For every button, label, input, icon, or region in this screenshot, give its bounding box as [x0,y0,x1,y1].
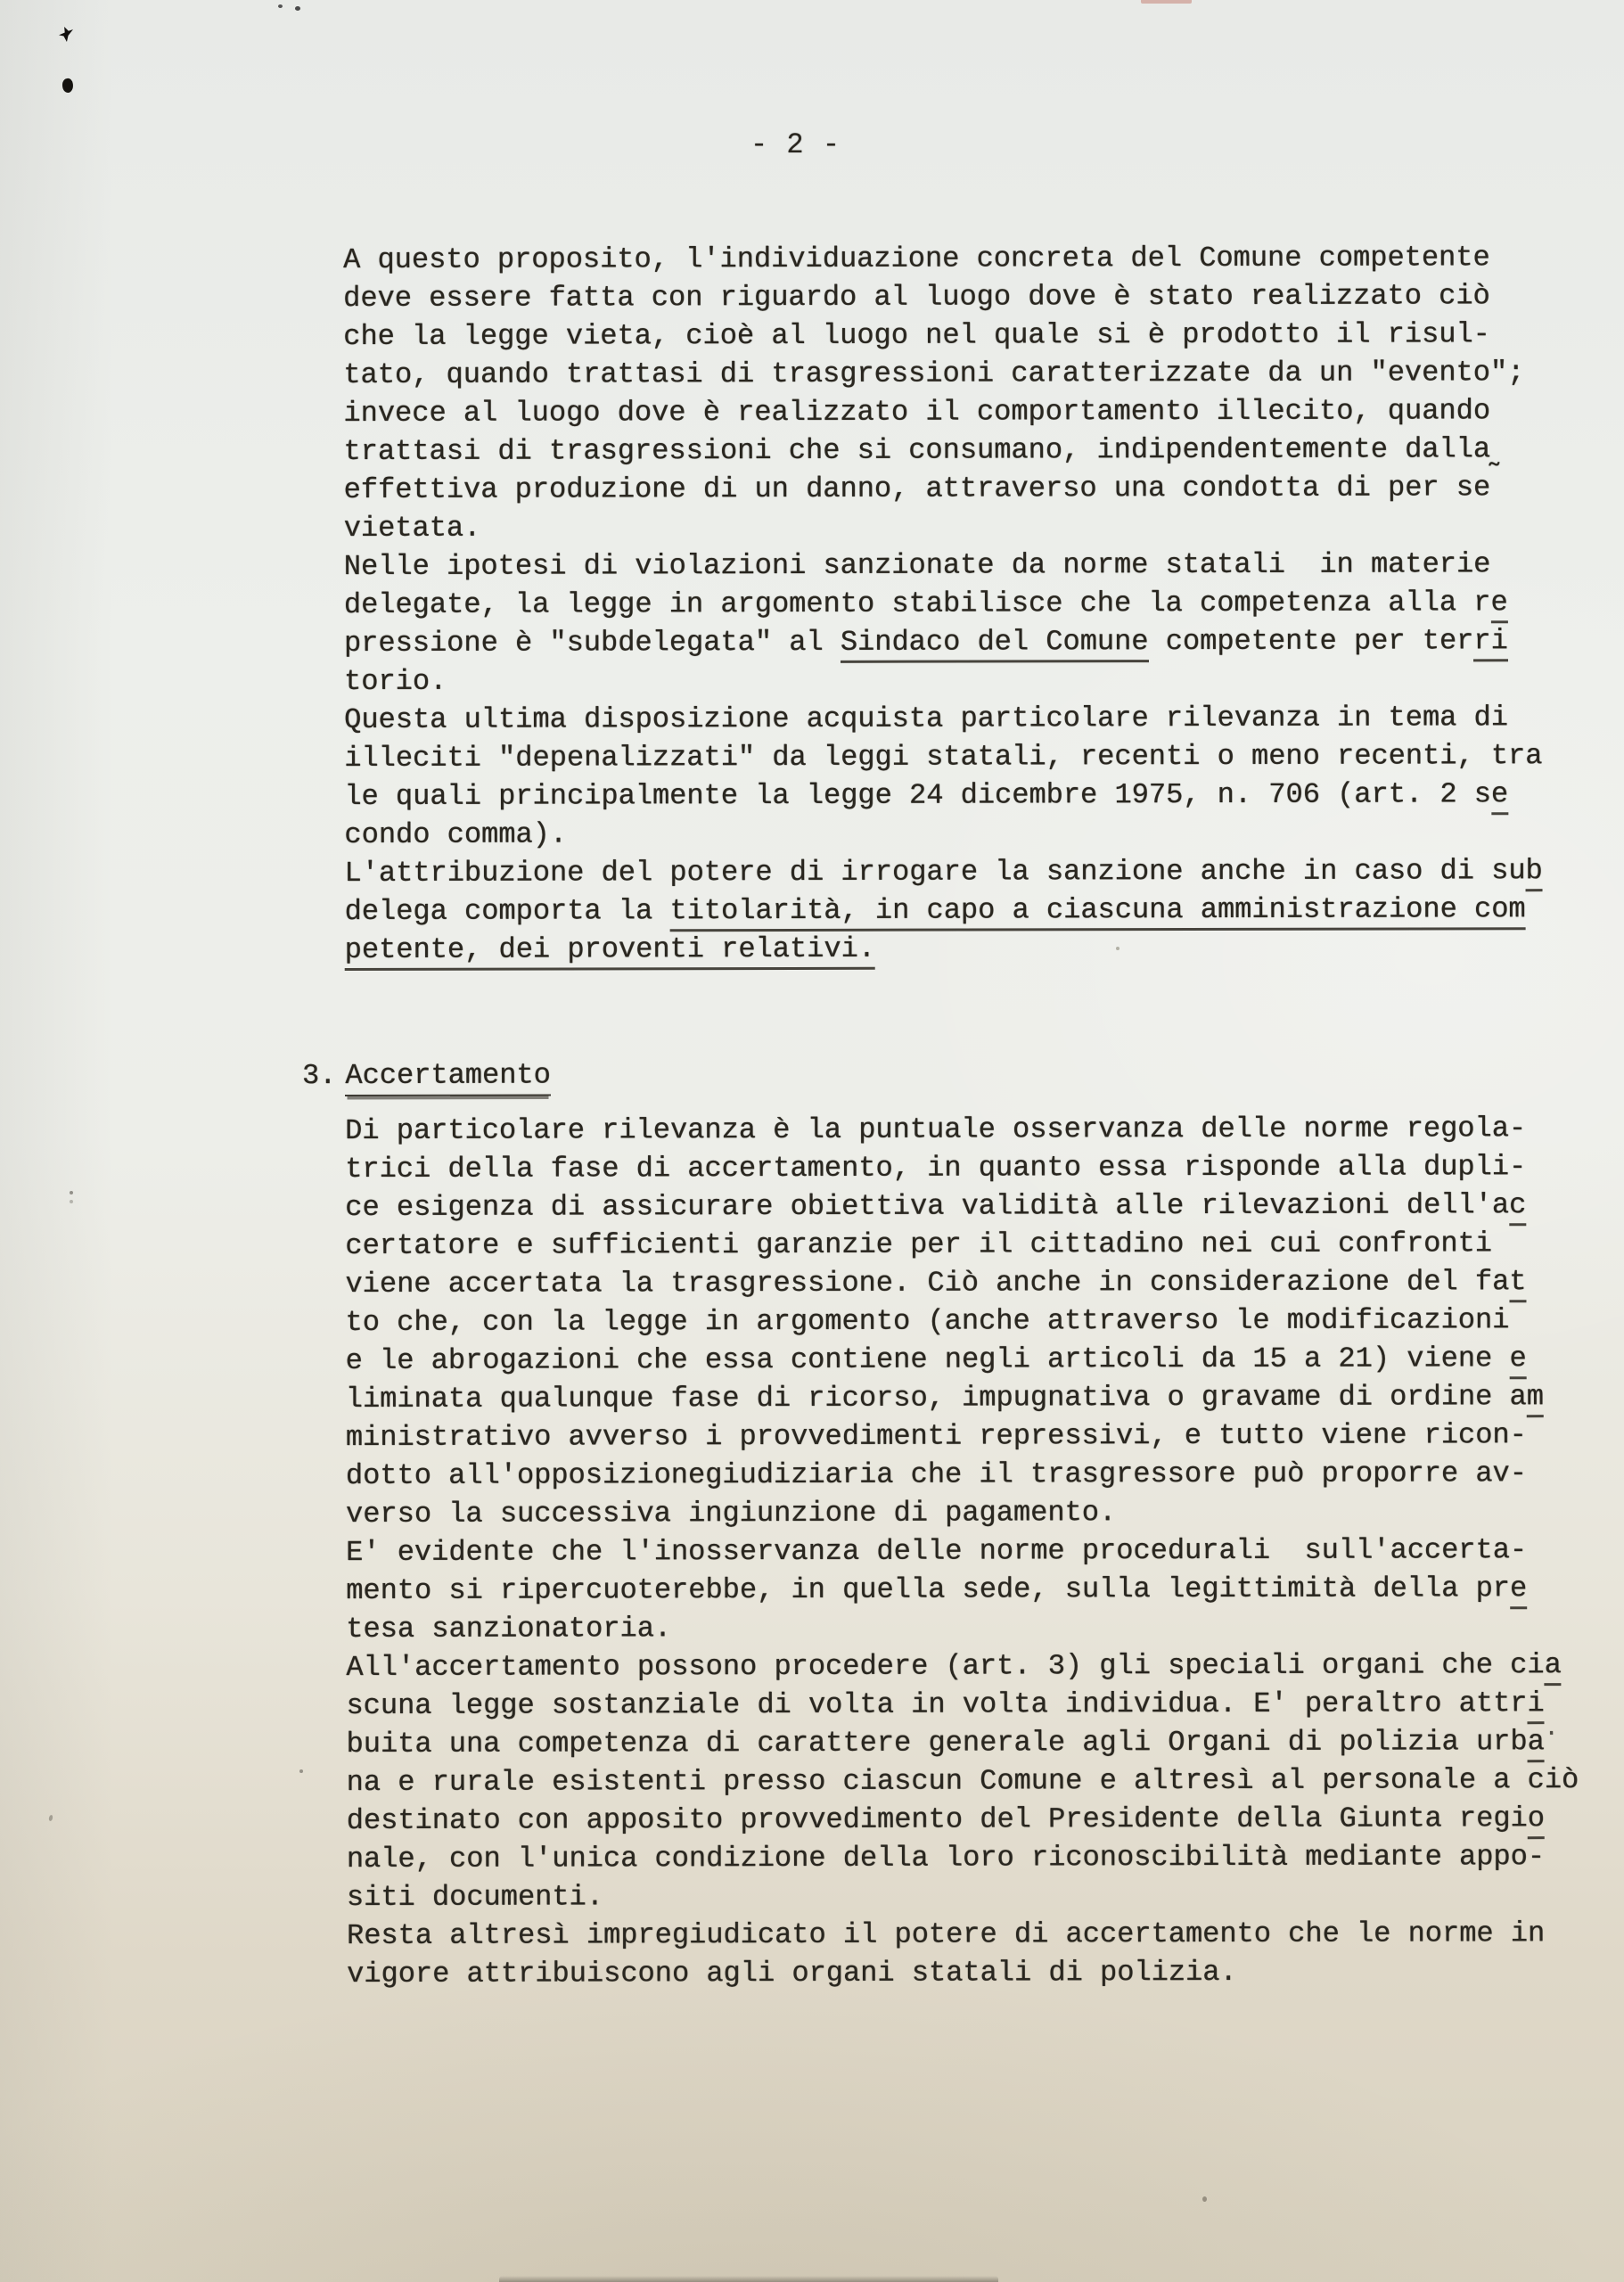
text-segment: A questo proposito, l'individuazione concreta del Comune competente [343,241,1490,276]
underlined-text: Sindaco del Comune [841,625,1149,663]
underlined-text: c [1509,1188,1526,1226]
speck [278,4,283,8]
underlined-text: m [1527,1380,1544,1417]
speck [1202,2196,1207,2202]
underlined-text: titolarità, in capo a ciascuna amministrazione com [669,892,1525,932]
text-line [343,353,1591,394]
text-line [344,775,1592,816]
text-line [346,1454,1594,1495]
text-segment: trici della fase di accertamento, in quanto essa risponde alla dupli- [345,1150,1527,1186]
text-line [347,1799,1595,1840]
block-para [344,545,1592,701]
text-segment: le quali principalmente la legge 24 dicembre 1975, n. 706 (art. 2 s [344,777,1491,813]
text-segment: invece al luogo dove è realizzato il comportamento illecito, quando [343,394,1491,430]
text-line [345,1262,1593,1303]
text-segment: tesa sanzionatoria. [346,1612,672,1646]
text-segment: effettiva produzione di un danno, attraverso una condotta di per se [343,471,1491,506]
text-segment: buita una competenza di carattere generale agli Organi di polizia urb [346,1725,1528,1761]
text-segment: na e rurale esistenti presso ciascun Comune e altresì al personale a ciò [346,1763,1579,1799]
block-para [346,1531,1594,1648]
text-line [345,890,1593,931]
text-line [343,391,1591,432]
speck [295,6,300,11]
text-segment: to che, con la legge in argomento (anche attraverso le modificazioni [345,1303,1510,1339]
text-segment: illeciti "depenalizzati" da leggi statali, recenti o meno recenti, tra [344,739,1543,775]
text-segment: deve essere fatta con riguardo al luogo dove è stato realizzato ciò [343,279,1490,315]
underlined-text: e [1490,586,1507,623]
ink-blot [62,78,74,94]
text-line [344,545,1592,586]
text-segment: torio. [343,664,447,698]
text-line [346,1569,1594,1610]
text-segment: che la legge vieta, cioè al luogo nel quale si è prodotto il risul- [343,317,1490,353]
text-segment: e le abrogazioni che essa contiene negli articoli da 15 a 21) viene [345,1342,1510,1377]
text-column [301,238,1595,1993]
text-segment: vigore attribuiscono agli organi statali di polizia. [347,1955,1237,1991]
speck [1116,947,1120,950]
scan-edge-artifact [1141,0,1192,4]
text-segment: dotto all'opposizionegiudiziaria che il trasgressore può proporre av- [345,1457,1527,1492]
underlined-text: a [1528,1725,1545,1762]
text-segment: ministrativo avverso i provvedimenti repressivi, e tutto viene ricon- [345,1418,1527,1454]
section-heading [302,1054,1593,1095]
text-segment: 3. [301,1059,337,1093]
text-segment: verso la successiva ingiunzione di pagamento. [345,1496,1117,1531]
block-para [345,1109,1594,1533]
block-para [344,851,1592,969]
text-segment: All'accertamento possono procedere (art. 3) gli speciali organi che ci [346,1648,1545,1684]
text-line [344,660,1592,701]
text-segment: viene accertata la trasgressione. Ciò anche in considerazione del fa [345,1265,1510,1301]
block-para [347,1914,1595,1993]
block-heading [301,1054,1593,1095]
page-number: - 2 - [750,128,841,161]
text-line [344,851,1592,892]
speck [48,1815,53,1822]
text-line [344,621,1592,662]
text-segment: delegate, la legge in argomento stabilisce che la competenza alla r [343,586,1491,621]
text-line [346,1684,1594,1725]
underlined-text: e [1491,777,1508,815]
text-line [347,1876,1595,1917]
text-segment: Nelle ipotesi di violazioni sanzionate da norme statali in materie [343,547,1491,583]
text-line [343,430,1591,471]
text-segment: trattasi di trasgressioni che si consumano, indipendentemente dalla [343,432,1491,468]
speck [70,1191,73,1194]
text-segment: liminata qualunque fase di ricorso, impugnativa o gravame di ordine a [345,1380,1527,1416]
text-line [346,1416,1594,1457]
block-para [343,238,1592,547]
text-line [346,1339,1594,1380]
underlined-text: i [1527,1687,1544,1724]
underlined-text: petente, dei proventi relativi. [345,932,875,971]
text-line [346,1722,1594,1763]
text-segment: nale, con l'unica condizione della loro riconoscibilità mediante appo- [346,1840,1546,1876]
text-line [344,698,1592,739]
text-segment: Di particolare rilevanza è la puntuale osservanza delle norme regola- [345,1112,1527,1147]
scan-edge-artifact [499,2276,998,2282]
text-segment: vietata. [343,511,481,545]
text-line [346,1492,1594,1533]
text-segment: siti documenti. [346,1880,603,1914]
speck [299,1769,303,1773]
underlined-text: a [1545,1648,1562,1686]
text-line [345,1109,1593,1150]
text-line [347,1952,1595,1993]
text-segment: certatore e sufficienti garanzie per il cittadino nei cui confronti [345,1227,1493,1262]
text-line [346,1607,1594,1648]
heading-underlined-text: Accertamento [345,1059,551,1096]
text-segment: E' evidente che l'inosservanza delle norme procedurali sull'accerta- [346,1533,1528,1569]
text-segment: ce esigenza di assicurare obiettiva validità alle rilevazioni dell'a [345,1188,1510,1224]
text-segment: scuna legge sostanziale di volta in volta individua. E' peraltro attr [346,1687,1528,1722]
text-segment: Resta altresì impregiudicato il potere di accertamento che le norme in [346,1917,1546,1952]
text-line [345,1186,1593,1227]
underlined-text: e [1509,1342,1526,1379]
text-line [345,928,1593,969]
text-segment: Questa ultima disposizione acquista particolare rilevanza in tema di [344,701,1508,736]
underlined-text: ri [1473,624,1507,661]
text-segment: · [1544,1720,1559,1747]
underlined-text: t [1509,1265,1526,1302]
text-line [346,1531,1594,1572]
ink-blot [59,27,73,42]
text-line [344,813,1592,854]
text-line [344,583,1592,624]
text-segment: delega comporta la [344,894,670,928]
text-line [347,1837,1595,1878]
text-line [343,315,1591,356]
text-segment: mento si ripercuoterebbe, in quella sede, sulla legittimità della pr [346,1572,1511,1607]
text-segment: competente per ter [1148,624,1474,659]
underlined-text: o [1528,1802,1545,1839]
text-line [345,1301,1593,1342]
underlined-text: b [1525,854,1542,891]
text-segment: destinato con apposito provvedimento del Presidente della Giunta regi [346,1802,1528,1837]
text-segment: L'attribuzione del potere di irrogare la sanzione anche in caso di su [344,854,1526,890]
text-line [343,238,1591,279]
block-para [344,698,1592,854]
text-line [344,506,1592,547]
text-line [345,1147,1593,1188]
text-line [343,276,1591,317]
text-segment: condo comma). [344,817,568,851]
text-line [345,1224,1593,1265]
underlined-text: e [1510,1572,1527,1609]
text-segment: tato, quando trattasi di trasgressioni caratterizzate da un "evento"; [343,356,1525,391]
text-line [346,1377,1594,1418]
block-para [346,1646,1595,1917]
text-line [347,1914,1595,1955]
text-segment: pressione è "subdelegata" al [343,625,841,660]
text-line [343,459,1592,509]
text-line [347,1761,1595,1802]
text-line [344,736,1592,777]
text-line [346,1646,1594,1687]
